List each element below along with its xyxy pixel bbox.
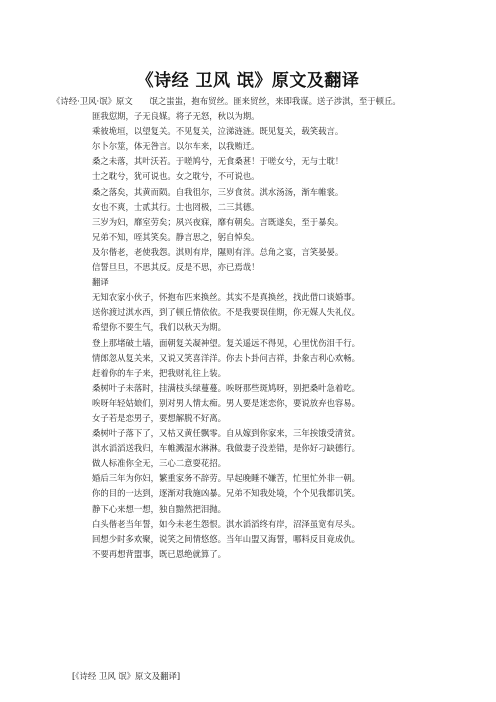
text-line: 女子若是恋男子，要想解脱不好离。	[92, 412, 226, 423]
text-line: 唉呀年轻姑娘们，别对男人情太痴。男人要是迷恋你，要说放弃也容易。	[92, 397, 360, 408]
document-title: 《诗经 卫风 氓》原文及翻译	[136, 71, 360, 91]
text-line: 匪我愆期，子无良媒。将子无怒，秋以为期。	[92, 111, 260, 122]
intro-paragraph: 《诗经·卫风·氓》原文 氓之蚩蚩，抱布贸丝。匪来贸丝，来即我谋。送子涉淇，至于顿丘。	[52, 96, 401, 106]
text-line: 桑树叶子未落时，挂满枝头绿蔓蔓。唉呀那些斑鸠呀，别把桑叶急着吃。	[92, 382, 360, 393]
text-line: 信誓旦旦，不思其反。反是不思，亦已焉哉！	[92, 262, 260, 273]
text-line: 你的目的一达到，逐渐对我施凶暴。兄弟不知我处境，个个见我都讥笑。	[92, 488, 360, 499]
text-line: 回想少时多欢聚，说笑之间情悠悠。当年山盟又海誓，哪料反目竟成仇。	[92, 533, 360, 544]
text-line: 赶着你的车子来，把我财礼往上装。	[92, 367, 226, 378]
text-line: 桑之落矣，其黄而陨。自我徂尔，三岁食贫。淇水汤汤，渐车帷裳。	[92, 186, 344, 197]
text-line: 桑之未落，其叶沃若。于嗟鸠兮，无食桑葚！于嗟女兮，无与士耽！	[92, 156, 344, 167]
text-line: 登上那堵破土墙，面朝复关凝神望。复关遥远不得见，心里忧伤泪千行。	[92, 337, 360, 348]
text-line: 情郎忽从复关来，又说又笑喜洋洋。你去卜卦问吉祥，卦象吉利心欢畅。	[92, 352, 360, 363]
text-line: 送你渡过淇水西，到了顿丘情依依。不是我要误佳期，你无媒人失礼仪。	[92, 307, 360, 318]
text-line: 兄弟不知，咥其笑矣。静言思之，躬自悼矣。	[92, 231, 260, 242]
text-line: 女也不爽，士贰其行。士也罔极，二三其德。	[92, 201, 260, 212]
text-line: 及尔偕老，老使我怨。淇则有岸，隰则有泮。总角之宴，言笑晏晏。	[92, 246, 344, 257]
text-line: 静下心来想一想，独自黯然把泪抛。	[92, 503, 226, 514]
text-line: 做人标准你全无，三心二意耍花招。	[92, 458, 226, 469]
text-line: 三岁为妇，靡室劳矣；夙兴夜寐，靡有朝矣。言既遂矣，至于暴矣。	[92, 216, 344, 227]
text-line: 希望你不要生气，我们以秋天为期。	[92, 322, 226, 333]
text-line: 乘彼垝垣，以望复关。不见复关，泣涕涟涟。既见复关，载笑载言。	[92, 126, 344, 137]
document-body	[52, 94, 417, 562]
text-line: 不要再想背盟事，既已恩绝就算了。	[92, 548, 226, 559]
footer-link[interactable]: [《诗经 卫风 氓》原文及翻译]	[72, 671, 181, 681]
text-line: 尔卜尔筮，体无咎言。以尔车来，以我贿迁。	[92, 141, 260, 152]
text-line: 白头偕老当年誓，如今未老生怨恨。淇水滔滔终有岸，沼泽虽宽有尽头。	[92, 518, 360, 529]
text-line: 士之耽兮，犹可说也。女之耽兮，不可说也。	[92, 171, 260, 182]
text-line: 婚后三年为你妇，繁重家务不辞劳。早起晚睡不嫌苦，忙里忙外非一朝。	[92, 473, 360, 484]
text-line: 桑树叶子落下了，又枯又黄任飘零。自从嫁到你家来，三年挨饿受清贫。	[92, 428, 360, 439]
section-heading-translation: 翻译	[92, 277, 109, 288]
text-line: 淇水滔滔送我归，车帷溅湿水淋淋。我做妻子没差错，是你好刁缺德行。	[92, 443, 360, 454]
text-line: 无知农家小伙子，怀抱布匹来换丝。其实不是真换丝，找此借口谈婚事。	[92, 292, 360, 303]
